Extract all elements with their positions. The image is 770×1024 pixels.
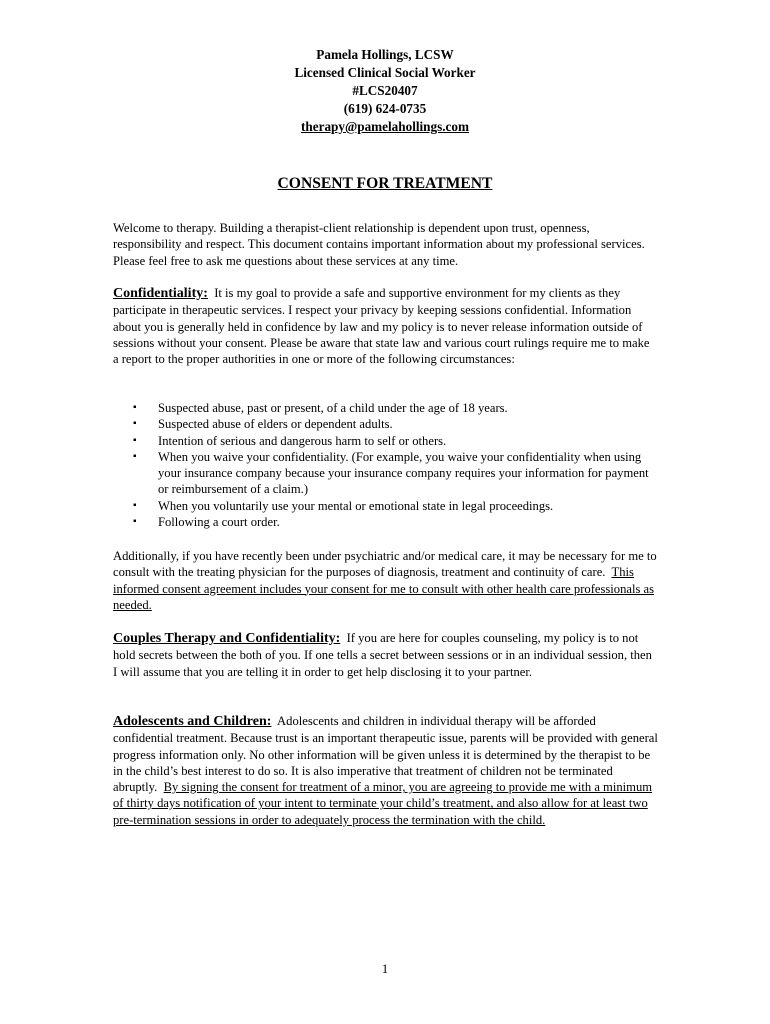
additional-underlined: This informed consent agreement includes your consent for me to consult with other health care professionals as needed. [113, 565, 655, 612]
bullet-icon: ▪ [133, 418, 137, 430]
confidentiality-heading: Confidentiality: [113, 286, 208, 301]
adolescents-underlined: By signing the consent for treatment of a minor, you are agreeing to provide me with a minimum of thirty days notification of your intent to terminate your child’s treatment, and also allow for at least two pre-termination sessions in order to adequately process the termination with the child. [113, 780, 653, 827]
bullet-icon: ▪ [133, 516, 137, 528]
list-item [113, 449, 658, 498]
list-item [113, 498, 658, 514]
bullet-icon: ▪ [133, 434, 137, 446]
list-item-text: When you waive your confidentiality. (For example, you waive your confidentiality when using your insurance company because your insurance company requires your information for payment or reimbursement of a claim.) [158, 449, 649, 497]
additional-text-block [113, 548, 658, 613]
intro-paragraph [113, 220, 658, 269]
bullet-icon: ▪ [133, 402, 137, 413]
list-item-text: Suspected abuse, past or present, of a child under the age of 18 years. [158, 401, 508, 415]
confidentiality-paragraph [113, 285, 658, 367]
phone-number: (619) 624-0735 [343, 101, 427, 116]
confidentiality-text: It is my goal to provide a safe and supportive environment for my clients as they participate in therapeutic services. I respect your privacy by keeping sessions confidential. Information about you is generally held in confidence by law and my policy is to never release information outside of sessions without your consent. Please be aware that state law and various court rulings require me to make a report to the proper authorities in one or more of the following circumstances: [113, 286, 650, 367]
additional-paragraph [113, 548, 658, 613]
reporting-circumstances-list [113, 400, 658, 530]
additional-text: Additionally, if you have recently been under psychiatric and/or medical care, it may be necessary for me to consult with the treating physician for the purposes of diagnosis, treatment and continuity of care. [113, 549, 657, 580]
adolescents-heading: Adolescents and Children: [113, 714, 272, 729]
couples-section [113, 630, 658, 680]
couples-heading: Couples Therapy and Confidentiality: [113, 631, 341, 646]
adolescents-section [113, 713, 658, 828]
email-link[interactable]: therapy@pamelahollings.com [301, 119, 469, 134]
couples-text: If you are here for couples counseling, my policy is to not hold secrets between the both of you. If one tells a secret between sessions or in an individual session, then I will assume that you are telling it in order to get help disclosing it to your partner. [113, 631, 652, 679]
bullet-icon: ▪ [133, 450, 137, 462]
list-item [113, 416, 658, 432]
couples-paragraph [113, 630, 658, 680]
list-item [113, 514, 658, 530]
therapist-name: Pamela Hollings, LCSW [316, 47, 454, 62]
list-item-text: Suspected abuse of elders or dependent adults. [158, 417, 393, 432]
list-item-text: When you voluntarily use your mental or emotional state in legal proceedings. [158, 498, 554, 513]
bullet-icon: ▪ [133, 499, 137, 511]
adolescents-paragraph [113, 713, 658, 828]
list-item [113, 400, 658, 416]
list-item-text: Following a court order. [158, 515, 280, 530]
intro-text: Welcome to therapy. Building a therapist-client relationship is dependent upon trust, openness, responsibility and respect. This document contains important information about my professional services. Please feel free to ask me questions about these services at any time. [113, 221, 645, 268]
letterhead [0, 46, 770, 136]
list-item-text: Intention of serious and dangerous harm to self or others. [158, 433, 447, 448]
therapist-title: Licensed Clinical Social Worker [294, 65, 476, 80]
license-number: #LCS20407 [352, 83, 418, 98]
document-title: CONSENT FOR TREATMENT [277, 175, 493, 192]
list-item [113, 433, 658, 449]
adolescents-text: Adolescents and children in individual therapy will be afforded confidential treatment. Because trust is an important therapeutic issue, parents will be provided with general progress information only. No other information will be given unless it is determined by the therapist to be in the child’s best interest to do so. It is also imperative that treatment of children not be terminated abruptly. [113, 714, 658, 795]
page-number: 1 [381, 962, 389, 976]
confidentiality-section [113, 285, 658, 367]
